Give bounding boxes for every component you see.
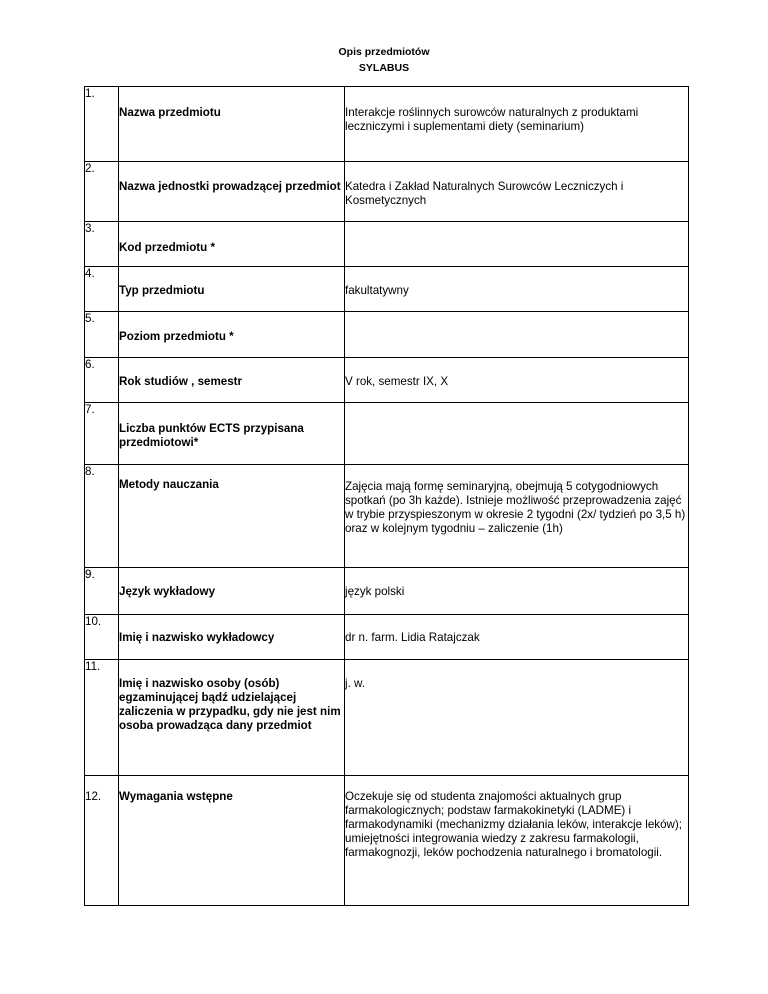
table-row [85,222,689,267]
table-row [85,568,689,615]
row-value: Oczekuje się od studenta znajomości aktualnych grup farmakologicznych; podstaw farmakokinetyki (LADME) i farmakodynamiki (mechanizmy działania leków, interakcje leków); umiejętności integrowania wiedzy z zakresu farmakologii, farmakognozji, leków pochodzenia naturalnego i bromatologii. [345,776,689,906]
table-row [85,87,689,162]
row-number: 3. [85,222,119,267]
row-value: V rok, semestr IX, X [345,358,689,403]
row-value: j. w. [345,660,689,776]
row-value: Katedra i Zakład Naturalnych Surowców Leczniczych i Kosmetycznych [345,162,689,222]
row-label: Imię i nazwisko wykładowcy [119,615,345,660]
row-label: Nazwa przedmiotu [119,87,345,162]
row-number: 5. [85,312,119,358]
row-label: Język wykładowy [119,568,345,615]
table-row [85,312,689,358]
row-value: Zajęcia mają formę seminaryjną, obejmują 5 cotygodniowych spotkań (po 3h każde). Istnieje możliwość przeprowadzenia zajęć w trybie przyspieszonym w okresie 2 tygodni (2x/ tydzień po 3,5 h) oraz w kolejnym tygodniu – zaliczenie (1h) [345,465,689,568]
row-number: 9. [85,568,119,615]
row-value: dr n. farm. Lidia Ratajczak [345,615,689,660]
syllabus-table [84,86,689,906]
row-label: Typ przedmiotu [119,267,345,312]
row-number: 2. [85,162,119,222]
row-value [345,222,689,267]
table-row [85,403,689,465]
document-subtitle: SYLABUS [358,62,410,74]
document-header [0,44,768,76]
row-label: Liczba punktów ECTS przypisana przedmiotowi* [119,403,345,465]
table-row [85,162,689,222]
row-label: Wymagania wstępne [119,776,345,906]
table-row [85,660,689,776]
row-value [345,403,689,465]
table-row [85,465,689,568]
row-value: Interakcje roślinnych surowców naturalnych z produktami leczniczymi i suplementami diety (seminarium) [345,87,689,162]
row-number: 4. [85,267,119,312]
row-value [345,312,689,358]
row-label: Imię i nazwisko osoby (osób) egzaminującej bądź udzielającej zaliczenia w przypadku, gdy nie jest nim osoba prowadząca dany przedmiot [119,660,345,776]
row-number: 10. [85,615,119,660]
table-row [85,267,689,312]
document-title: Opis przedmiotów [338,46,430,58]
row-value: fakultatywny [345,267,689,312]
table-row [85,358,689,403]
table-row [85,615,689,660]
row-number: 12. [85,776,119,906]
row-value: język polski [345,568,689,615]
row-label: Poziom przedmiotu * [119,312,345,358]
row-number: 8. [85,465,119,568]
row-number: 6. [85,358,119,403]
row-number: 7. [85,403,119,465]
row-label: Rok studiów , semestr [119,358,345,403]
row-label: Kod przedmiotu * [119,222,345,267]
row-number: 11. [85,660,119,776]
row-label: Nazwa jednostki prowadzącej przedmiot [119,162,345,222]
row-label: Metody nauczania [119,465,345,568]
table-row [85,776,689,906]
row-number: 1. [85,87,119,162]
